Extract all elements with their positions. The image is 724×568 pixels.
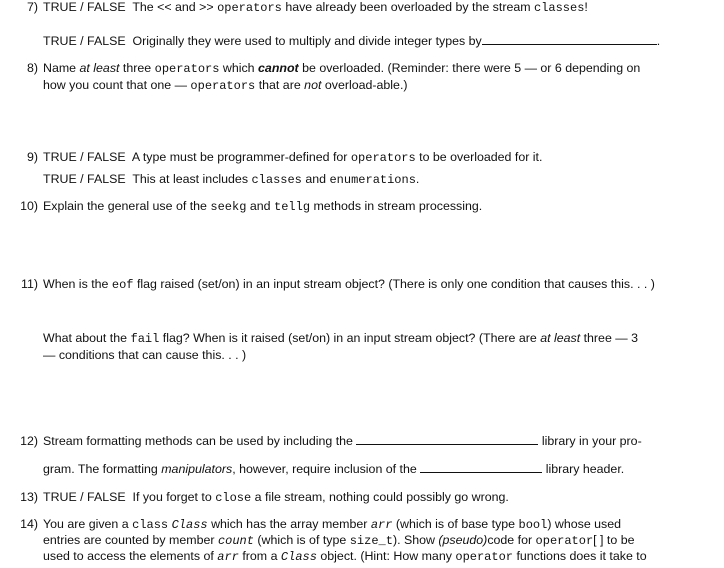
question-13-number: 13) bbox=[20, 490, 38, 504]
code-text: fail bbox=[130, 332, 160, 346]
text: be overloaded. (Reminder: there were 5 — or 6 depending on bbox=[302, 61, 641, 75]
question-12-number: 12) bbox=[20, 434, 38, 448]
question-9-line-2 bbox=[43, 172, 419, 187]
text: What about the bbox=[43, 331, 128, 345]
question-14-number: 14) bbox=[20, 517, 38, 531]
text: You are given a bbox=[43, 517, 129, 531]
true-false-label: TRUE / FALSE bbox=[43, 34, 126, 48]
question-8-number: 8) bbox=[26, 61, 38, 75]
text: three bbox=[122, 61, 152, 75]
code-text: enumerations bbox=[329, 173, 416, 187]
answer-blank[interactable] bbox=[420, 472, 542, 473]
text: functions does it take to bbox=[516, 549, 647, 563]
text: which has the array member bbox=[211, 517, 368, 531]
text: three — 3 bbox=[583, 331, 639, 345]
text: which bbox=[222, 61, 255, 75]
question-9-number: 9) bbox=[26, 150, 38, 164]
code-text: count bbox=[217, 534, 254, 548]
text: A type must be programmer-defined for bbox=[131, 150, 348, 164]
text: object. (Hint: How many bbox=[320, 549, 452, 563]
question-8-line-2 bbox=[43, 78, 408, 93]
question-10-number: 10) bbox=[20, 199, 38, 213]
text: overload-able.) bbox=[324, 78, 408, 92]
strong-emphasis-text: cannot bbox=[258, 61, 299, 75]
text: This at least includes bbox=[132, 172, 249, 186]
code-text: operators bbox=[217, 1, 282, 15]
text: . bbox=[415, 172, 420, 186]
emphasis-text: at least bbox=[540, 331, 581, 345]
text: , however, require inclusion of the bbox=[232, 462, 417, 476]
text: [ ] to be bbox=[593, 533, 635, 547]
code-text: operators bbox=[350, 151, 416, 165]
text: ) whose used bbox=[547, 517, 622, 531]
code-text: size_t bbox=[349, 534, 393, 548]
question-12-line-2 bbox=[43, 462, 624, 476]
code-text: classes bbox=[534, 1, 585, 15]
text: (which is of base type bbox=[395, 517, 516, 531]
emphasis-text: manipulators bbox=[161, 462, 233, 476]
question-11-line-2 bbox=[43, 331, 638, 346]
code-text: class bbox=[132, 518, 169, 532]
text: (which is of type bbox=[257, 533, 347, 547]
text: flag? When is it raised (set/on) in an input stream object? (There are bbox=[162, 331, 537, 345]
code-text: eof bbox=[111, 278, 134, 292]
text: code for bbox=[487, 533, 533, 547]
text: library in your pro- bbox=[541, 434, 642, 448]
text: how you count that one — bbox=[43, 78, 187, 92]
question-9-line-1 bbox=[43, 150, 542, 165]
question-11-number: 11) bbox=[21, 277, 38, 291]
text: Originally they were used to multiply and divide integer types by bbox=[132, 34, 482, 48]
question-12-line-1 bbox=[43, 434, 642, 448]
question-10-line-1 bbox=[43, 199, 482, 214]
text: have already been overloaded by the stream bbox=[285, 0, 531, 14]
code-text: operator bbox=[455, 550, 513, 564]
true-false-label: TRUE / FALSE bbox=[43, 0, 126, 14]
code-text: classes bbox=[251, 173, 302, 187]
question-7-line-1 bbox=[43, 0, 588, 15]
true-false-label: TRUE / FALSE bbox=[43, 490, 126, 504]
code-text: close bbox=[215, 491, 252, 505]
text: that are bbox=[258, 78, 301, 92]
text: and bbox=[249, 199, 271, 213]
text: library header. bbox=[545, 462, 625, 476]
code-text: operators bbox=[154, 62, 220, 76]
code-text: Class bbox=[280, 550, 317, 564]
question-11-line-1 bbox=[43, 277, 655, 292]
code-text: operators bbox=[190, 79, 256, 93]
text: methods in stream processing. bbox=[313, 199, 483, 213]
text: ! bbox=[584, 0, 588, 14]
emphasis-text: not bbox=[304, 78, 322, 92]
answer-blank[interactable] bbox=[356, 444, 538, 445]
text: and bbox=[305, 172, 327, 186]
text: If you forget to bbox=[132, 490, 212, 504]
code-text: seekg bbox=[210, 200, 247, 214]
question-14-line-3 bbox=[43, 549, 647, 564]
question-7-line-2 bbox=[43, 34, 660, 48]
true-false-label: TRUE / FALSE bbox=[43, 150, 126, 164]
text: from a bbox=[242, 549, 278, 563]
text: gram. The formatting bbox=[43, 462, 158, 476]
question-7-number: 7) bbox=[26, 0, 38, 14]
text: Stream formatting methods can be used by including the bbox=[43, 434, 353, 448]
code-text: Class bbox=[171, 518, 208, 532]
code-text: bool bbox=[518, 518, 548, 532]
text: When is the bbox=[43, 277, 109, 291]
emphasis-text: (pseudo) bbox=[438, 533, 488, 547]
code-text: operator bbox=[535, 534, 594, 548]
text: . bbox=[656, 34, 661, 48]
text: Explain the general use of the bbox=[43, 199, 207, 213]
true-false-label: TRUE / FALSE bbox=[43, 172, 126, 186]
question-8-line-1 bbox=[43, 61, 640, 76]
text: The << and >> bbox=[132, 0, 214, 14]
code-text: arr bbox=[217, 550, 239, 564]
question-14-line-1 bbox=[43, 517, 621, 532]
text: a file stream, nothing could possibly go wrong. bbox=[254, 490, 509, 504]
text: Name bbox=[43, 61, 77, 75]
answer-blank[interactable] bbox=[482, 44, 657, 45]
text: used to access the elements of bbox=[43, 549, 214, 563]
text: to be overloaded for it. bbox=[419, 150, 543, 164]
text: entries are counted by member bbox=[43, 533, 215, 547]
question-13-line-1 bbox=[43, 490, 509, 505]
code-text: arr bbox=[370, 518, 393, 532]
question-14-line-2 bbox=[43, 533, 635, 548]
question-11-line-3 bbox=[43, 348, 246, 362]
emphasis-text: at least bbox=[79, 61, 120, 75]
text: flag raised (set/on) in an input stream object? (There is only one condition that causes this. . . ) bbox=[136, 277, 655, 291]
code-text: tellg bbox=[274, 200, 311, 214]
text: — conditions that can cause this. . . ) bbox=[43, 348, 247, 362]
text: ). Show bbox=[392, 533, 435, 547]
